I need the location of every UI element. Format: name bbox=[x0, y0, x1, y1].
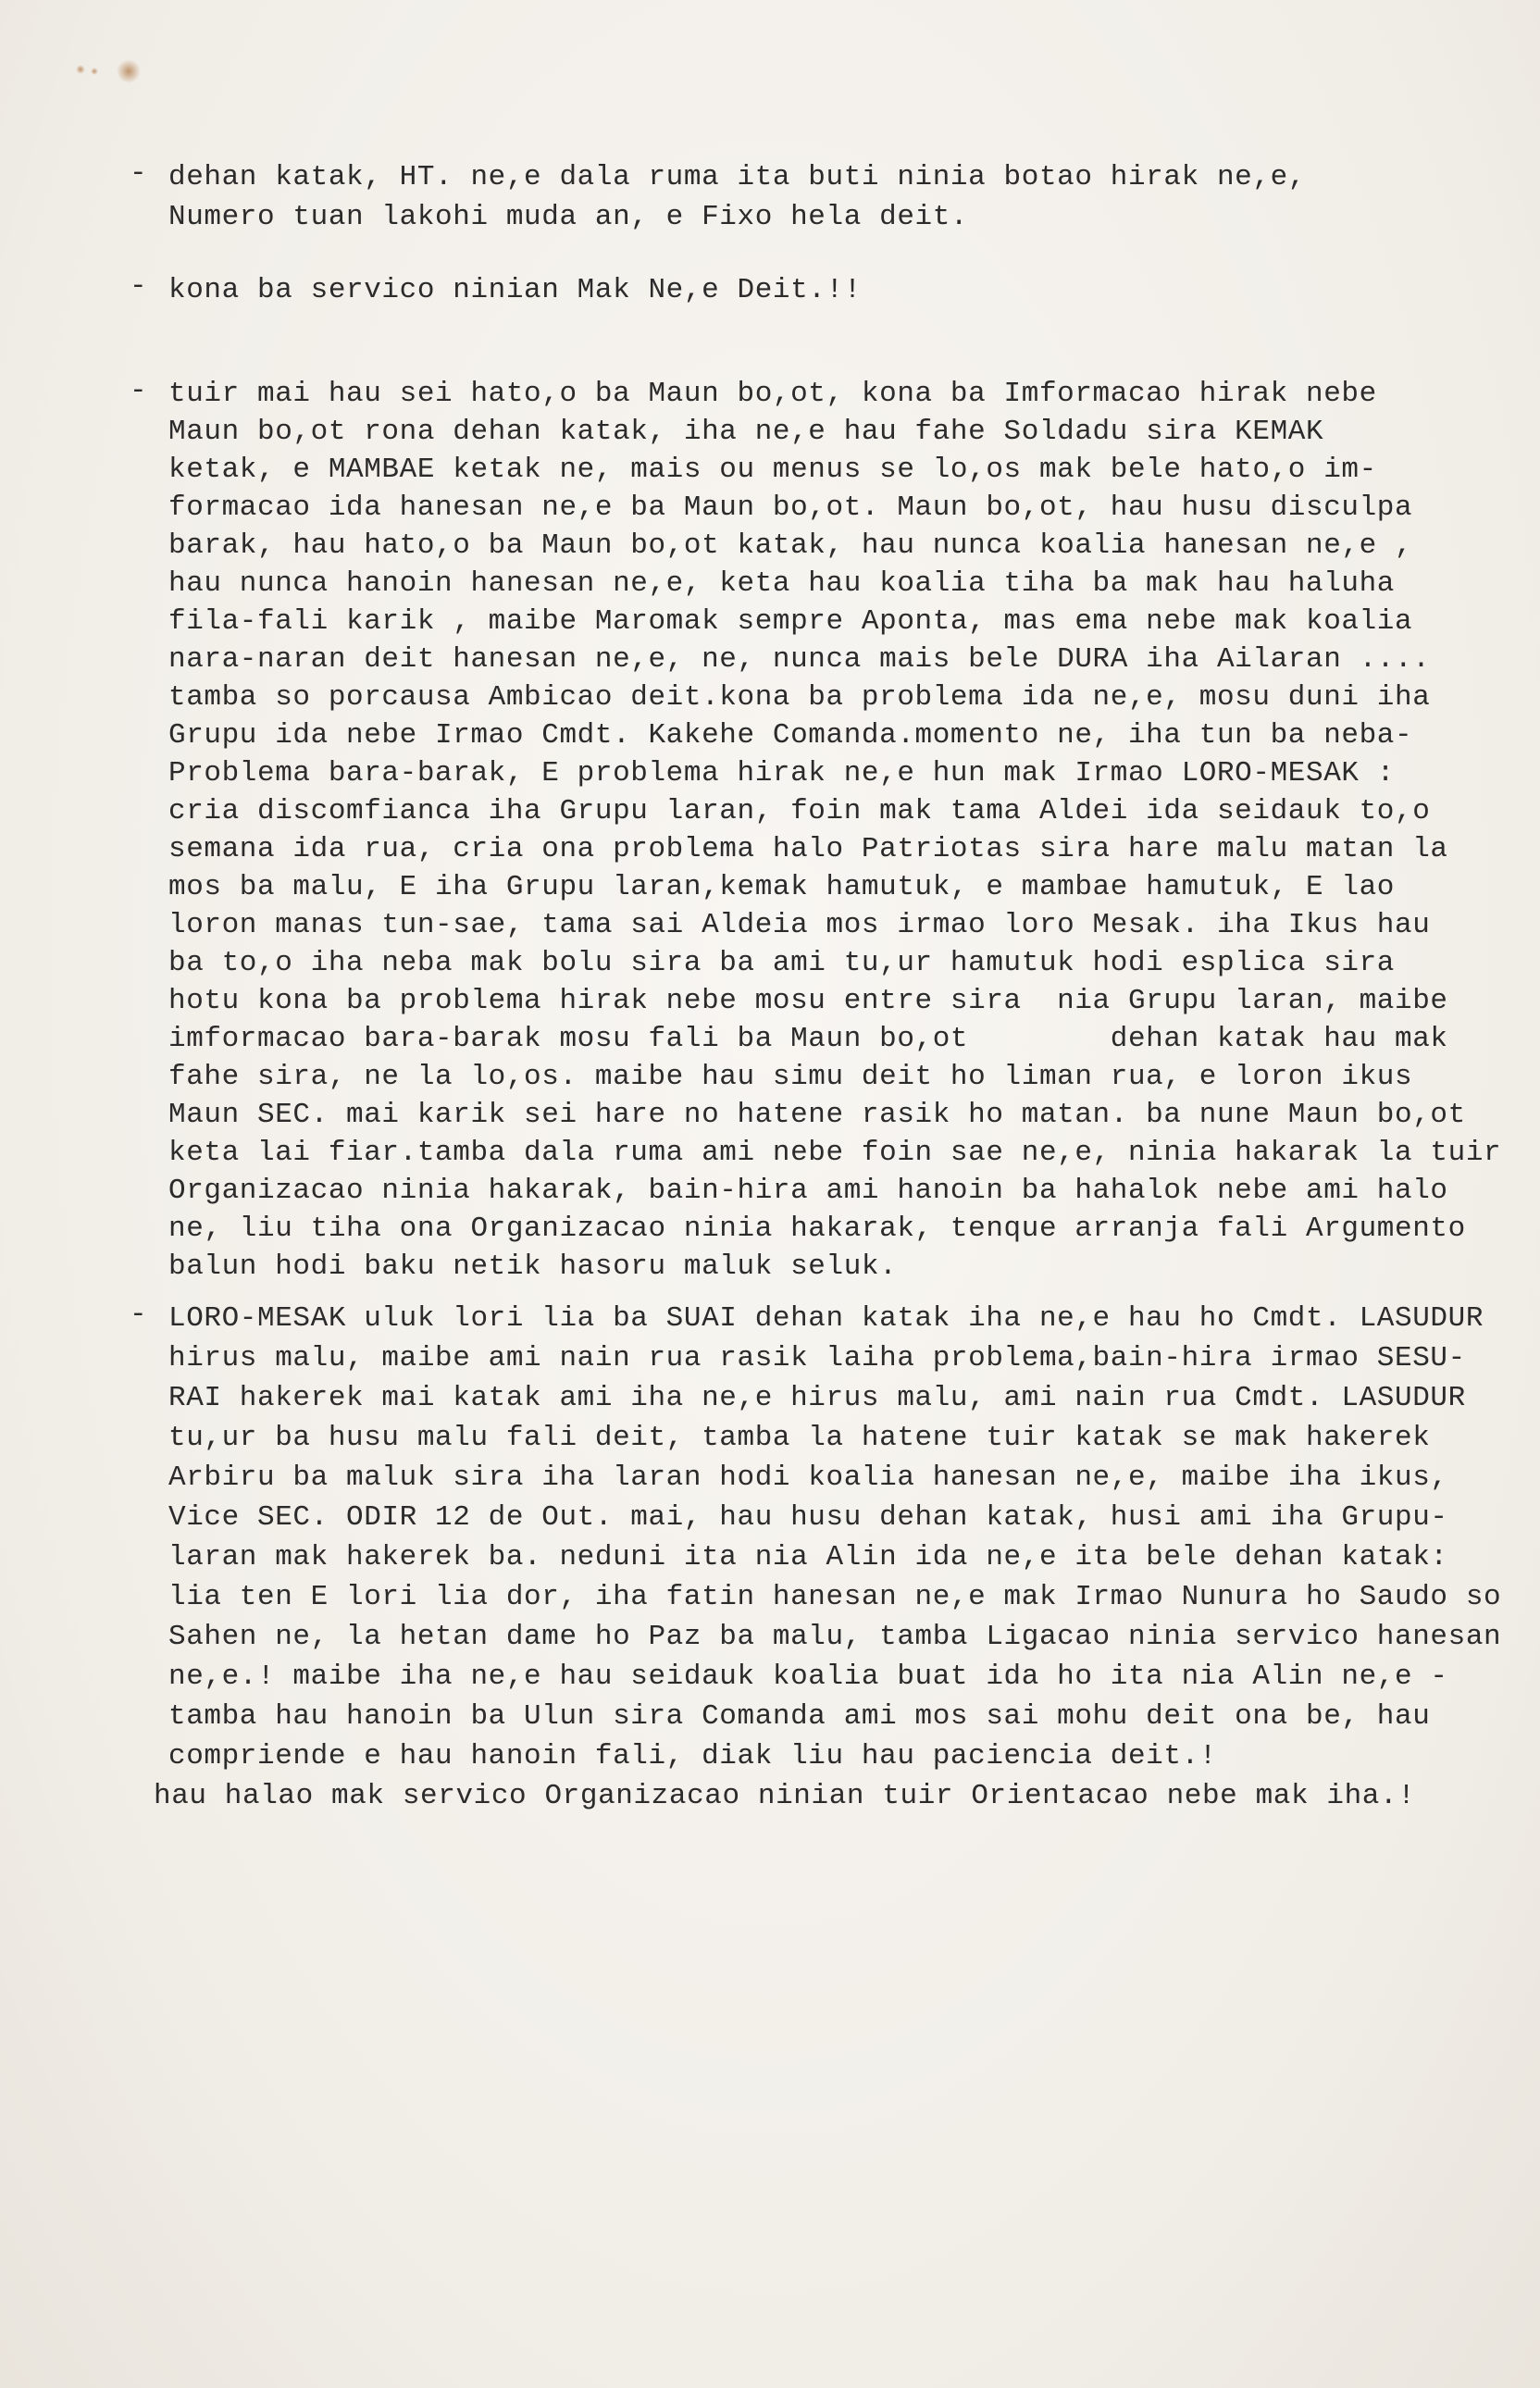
typewritten-letter bbox=[130, 157, 1536, 1816]
text-line: hotu kona ba problema hirak nebe mosu entre sira nia Grupu laran, maibe bbox=[168, 985, 1448, 1017]
stain-mark bbox=[76, 65, 85, 74]
text-line: Numero tuan lakohi muda an, e Fixo hela deit. bbox=[168, 201, 969, 233]
text-line: lia ten E lori lia dor, iha fatin hanesan ne,e mak Irmao Nunura ho Saudo so bbox=[168, 1581, 1502, 1613]
paragraph bbox=[130, 270, 1536, 310]
text-line: Sahen ne, la hetan dame ho Paz ba malu, tamba Ligacao ninia servico hanesan bbox=[168, 1621, 1502, 1653]
text-line: dehan katak, HT. ne,e dala ruma ita buti ninia botao hirak ne,e, bbox=[168, 161, 1306, 193]
text-line: Maun SEC. mai karik sei hare no hatene rasik ho matan. ba nune Maun bo,ot bbox=[168, 1099, 1466, 1131]
text-line: Vice SEC. ODIR 12 de Out. mai, hau husu dehan katak, husi ami iha Grupu- bbox=[168, 1501, 1448, 1534]
text-line: fahe sira, ne la lo,os. maibe hau simu deit ho liman rua, e loron ikus bbox=[168, 1061, 1413, 1093]
text-line: kona ba servico ninian Mak Ne,e Deit.!! bbox=[168, 274, 862, 306]
text-line: imformacao bara-barak mosu fali ba Maun bo,ot dehan katak hau mak bbox=[168, 1023, 1448, 1055]
text-line: compriende e hau hanoin fali, diak liu hau paciencia deit.! bbox=[168, 1740, 1217, 1772]
text-line: Organizacao ninia hakarak, bain-hira ami hanoin ba hahalok nebe ami halo bbox=[168, 1175, 1448, 1207]
stain-mark bbox=[91, 68, 98, 75]
text-line: ne,e.! maibe iha ne,e hau seidauk koalia buat ida ho ita nia Alin ne,e - bbox=[168, 1660, 1448, 1693]
text-line: Problema bara-barak, E problema hirak ne,e hun mak Irmao LORO-MESAK : bbox=[168, 757, 1396, 790]
stain-mark bbox=[117, 59, 141, 83]
text-line: hirus malu, maibe ami nain rua rasik laiha problema,bain-hira irmao SESU- bbox=[168, 1342, 1466, 1374]
paragraph bbox=[130, 375, 1536, 1286]
bullet-dash: - bbox=[130, 375, 148, 407]
text-line: tu,ur ba husu malu fali deit, tamba la hatene tuir katak se mak hakerek bbox=[168, 1422, 1431, 1454]
text-line: Arbiru ba maluk sira iha laran hodi koalia hanesan ne,e, maibe iha ikus, bbox=[168, 1461, 1448, 1494]
text-line: ne, liu tiha ona Organizacao ninia hakarak, tenque arranja fali Argumento bbox=[168, 1213, 1466, 1245]
text-line: semana ida rua, cria ona problema halo Patriotas sira hare malu matan la bbox=[168, 833, 1448, 865]
text-line: LORO-MESAK uluk lori lia ba SUAI dehan katak iha ne,e hau ho Cmdt. LASUDUR bbox=[168, 1302, 1484, 1335]
paragraph bbox=[130, 157, 1536, 237]
text-line: tamba so porcausa Ambicao deit.kona ba problema ida ne,e, mosu duni iha bbox=[168, 681, 1431, 714]
text-line: loron manas tun-sae, tama sai Aldeia mos irmao loro Mesak. iha Ikus hau bbox=[168, 909, 1431, 941]
text-line: hau halao mak servico Organizacao ninian tuir Orientacao nebe mak iha.! bbox=[154, 1780, 1416, 1812]
paragraph bbox=[130, 1299, 1536, 1776]
text-line: laran mak hakerek ba. neduni ita nia Alin ida ne,e ita bele dehan katak: bbox=[168, 1541, 1448, 1573]
text-line: balun hodi baku netik hasoru maluk seluk. bbox=[168, 1250, 898, 1283]
text-line: cria discomfianca iha Grupu laran, foin mak tama Aldei ida seidauk to,o bbox=[168, 795, 1431, 827]
text-line: keta lai fiar.tamba dala ruma ami nebe foin sae ne,e, ninia hakarak la tuir bbox=[168, 1137, 1502, 1169]
text-line: Grupu ida nebe Irmao Cmdt. Kakehe Comanda.momento ne, iha tun ba neba- bbox=[168, 719, 1413, 752]
text-line: formacao ida hanesan ne,e ba Maun bo,ot. Maun bo,ot, hau husu disculpa bbox=[168, 491, 1413, 524]
text-line: fila-fali karik , maibe Maromak sempre Aponta, mas ema nebe mak koalia bbox=[168, 605, 1413, 638]
text-line: mos ba malu, E iha Grupu laran,kemak hamutuk, e mambae hamutuk, E lao bbox=[168, 871, 1396, 903]
paragraph bbox=[130, 1776, 1536, 1816]
text-line: tuir mai hau sei hato,o ba Maun bo,ot, kona ba Imformacao hirak nebe bbox=[168, 378, 1377, 410]
bullet-dash: - bbox=[130, 157, 148, 190]
text-line: hau nunca hanoin hanesan ne,e, keta hau koalia tiha ba mak hau haluha bbox=[168, 567, 1396, 600]
bullet-dash: - bbox=[130, 1299, 148, 1331]
text-line: tamba hau hanoin ba Ulun sira Comanda ami mos sai mohu deit ona be, hau bbox=[168, 1700, 1431, 1733]
text-line: ketak, e MAMBAE ketak ne, mais ou menus se lo,os mak bele hato,o im- bbox=[168, 454, 1377, 486]
text-line: ba to,o iha neba mak bolu sira ba ami tu,ur hamutuk hodi esplica sira bbox=[168, 947, 1396, 979]
text-line: barak, hau hato,o ba Maun bo,ot katak, hau nunca koalia hanesan ne,e , bbox=[168, 529, 1413, 562]
text-line: Maun bo,ot rona dehan katak, iha ne,e hau fahe Soldadu sira KEMAK bbox=[168, 416, 1324, 448]
bullet-dash: - bbox=[130, 270, 148, 303]
text-line: RAI hakerek mai katak ami iha ne,e hirus malu, ami nain rua Cmdt. LASUDUR bbox=[168, 1382, 1466, 1414]
text-line: nara-naran deit hanesan ne,e, ne, nunca mais bele DURA iha Ailaran .... bbox=[168, 643, 1431, 676]
